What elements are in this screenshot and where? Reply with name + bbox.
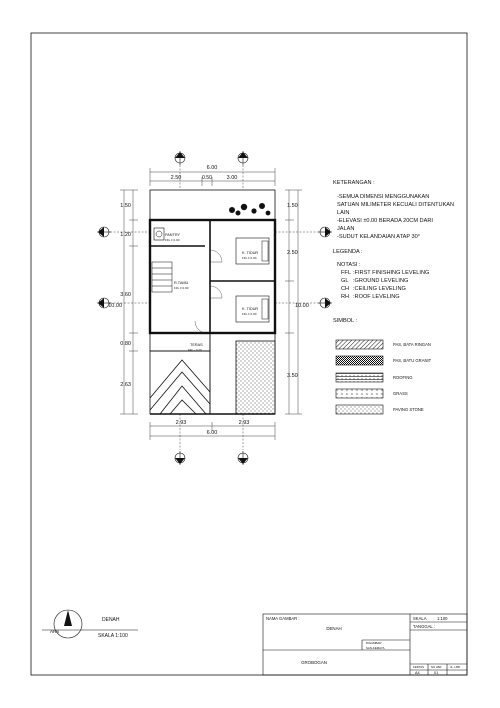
tb-nama-value: DENAH xyxy=(326,626,342,631)
swatch-batu-granit xyxy=(336,356,383,365)
dim-top-total: 6.00 xyxy=(206,165,218,171)
room-level-living: FFL ± 0.00 xyxy=(174,286,189,290)
notasi-desc-rh: :ROOF LEVELING xyxy=(353,294,400,300)
roof-chevron xyxy=(150,372,210,410)
swatch-roofing xyxy=(336,373,383,382)
notasi-desc-gl: :GROUND LEVELING xyxy=(353,278,409,284)
dim-bottom-total: 6.00 xyxy=(206,430,218,436)
simbol-label-grass: GRASS xyxy=(393,391,408,396)
simbol-label-bata-ringan: PAS. BATA RINGAN xyxy=(393,342,431,347)
notes-line-4: -ELEVASI ±0.00 BERADA 20CM DARI xyxy=(337,218,433,224)
room-level-pantry: FFL ± 0.00 xyxy=(165,238,180,242)
room-level-bedroom-2: FFL ± 0.00 xyxy=(242,312,257,316)
notes-line-2: SATUAN MILIMETER KECUALI DITENTUKAN xyxy=(337,202,455,208)
tb-digambar-label: DIGAMBAR xyxy=(366,641,382,645)
notasi-desc-ffl: :FIRST FINISHING LEVELING xyxy=(353,270,430,276)
tb-no-value: 01 xyxy=(434,671,439,675)
floor-plan xyxy=(97,151,332,465)
sink xyxy=(154,228,164,240)
room-name-teras: TERAS xyxy=(190,343,203,347)
view-title: DENAH xyxy=(102,617,120,623)
roof-chevron xyxy=(150,360,210,398)
roof-chevron xyxy=(170,400,196,414)
legend-title: LEGENDA : xyxy=(333,249,363,255)
upper-terrace xyxy=(150,190,275,220)
dim-top-seg-3: 3.00 xyxy=(226,175,238,181)
notasi-code-rh: RH xyxy=(341,294,350,300)
pillow xyxy=(262,241,268,261)
dim-left-seg-2: 1.20 xyxy=(120,232,131,238)
dim-bottom-seg-2: 2.93 xyxy=(238,420,250,426)
notes-line-5: JALAN xyxy=(337,226,355,232)
swatch-bata-ringan xyxy=(336,340,383,349)
dim-right-seg-3: 3.50 xyxy=(287,373,298,379)
symbol-swatches xyxy=(336,340,383,414)
tb-nama-label: NAMA GAMBAR : xyxy=(266,616,300,621)
notes-line-1: -SEMUA DIMENSI MENGGUNAKAN xyxy=(337,194,430,200)
room-name-pantry: PANTRY xyxy=(165,233,181,237)
notasi-title: NOTASI : xyxy=(337,262,361,268)
swatch-grass xyxy=(336,389,383,398)
notasi-desc-ch: :CEILING LEVELING xyxy=(353,286,406,292)
simbol-label-batu-granit: PAS. BATU GRANIT xyxy=(393,358,432,363)
dim-right-total: 10.00 xyxy=(295,303,309,309)
north-label: ARS xyxy=(50,629,60,634)
view-scale: SKALA 1:100 xyxy=(98,633,128,639)
dim-left-seg-4: 0.80 xyxy=(120,341,131,347)
tb-kertas-value: A4 xyxy=(415,671,420,675)
sink-bowl xyxy=(156,231,162,237)
notasi-code-ffl: FFL xyxy=(341,270,351,276)
tb-location: GROBOGAN xyxy=(301,660,327,665)
dim-right-seg-1: 1.50 xyxy=(287,203,298,209)
tb-digambar-value: SAN-KEMAYA xyxy=(366,646,385,650)
room-name-bedroom-1: K. TIDUR xyxy=(242,251,259,255)
notasi-code-gl: GL xyxy=(341,278,349,284)
paving-garden xyxy=(236,341,275,414)
notes-line-3: LAIN xyxy=(337,210,350,216)
dim-bottom-seg-1: 2.93 xyxy=(175,420,187,426)
tb-no-label: NO LBR xyxy=(431,665,442,669)
dim-right-seg-2: 2.50 xyxy=(287,250,298,256)
notasi-code-ch: CH xyxy=(341,286,350,292)
door-swing xyxy=(195,321,207,333)
stair xyxy=(152,262,172,292)
notes-title: KETERANGAN : xyxy=(333,180,375,186)
pillow xyxy=(262,299,268,319)
dim-left-seg-3: 3.60 xyxy=(120,292,131,298)
room-level-teras: FFL - 0.20 xyxy=(188,348,202,352)
carport xyxy=(150,351,210,414)
dim-top-seg-2: 0.50 xyxy=(202,175,212,181)
room-level-bedroom-1: FFL ± 0.00 xyxy=(242,256,257,260)
tb-tanggal-label: TANGGAL : xyxy=(413,624,435,629)
notes-line-6: -SUDUT KELANDAIAN ATAP 30° xyxy=(337,234,420,240)
tb-jml-label: JL. LBR xyxy=(450,665,460,669)
door-swing xyxy=(210,286,222,298)
tb-skala-value: 1:100 xyxy=(437,616,448,621)
door-swing xyxy=(210,250,222,262)
simbol-label-paving: PAVING STONE xyxy=(393,407,424,412)
dim-left-total: 10.00 xyxy=(108,303,122,309)
dim-top-seg-1: 2.50 xyxy=(170,175,182,181)
simbol-label-roofing: ROOFING xyxy=(393,375,413,380)
dim-left-seg-5: 2.63 xyxy=(120,382,131,388)
room-name-living: R.TAMU xyxy=(174,281,189,285)
plants xyxy=(229,203,270,216)
tb-skala-label: SKALA xyxy=(413,616,427,621)
simbol-title: SIMBOL : xyxy=(333,318,358,324)
tb-kertas-label: KERTAS xyxy=(413,665,424,669)
dim-left-seg-1: 1.50 xyxy=(120,203,131,209)
room-name-bedroom-2: K. TIDUR xyxy=(242,307,259,311)
swatch-paving xyxy=(336,405,383,414)
